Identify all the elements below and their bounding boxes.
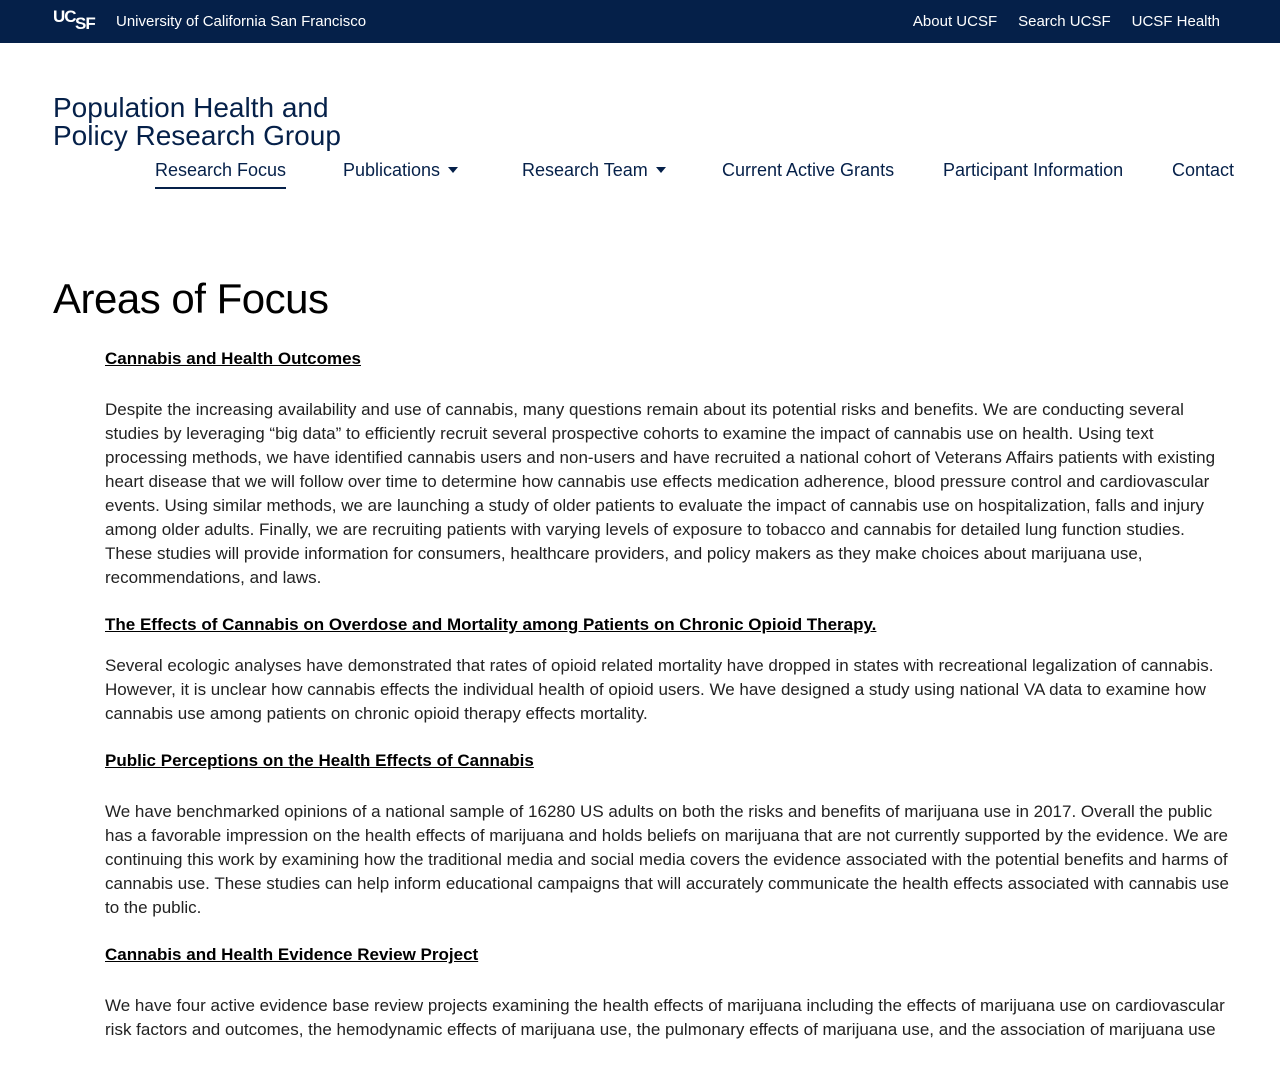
section-public-perceptions: [105, 750, 1235, 920]
section-body: We have benchmarked opinions of a national sample of 16280 US adults on both the risks and benefits of marijuana use in 2017. Overall the public has a favorable impression on the health effects of marijuana and holds beliefs on marijuana that are not currently supported by the evidence. We are continuing this work by examining how the traditional media and social media covers the evidence associated with the potential benefits and harms of cannabis use. These studies can help inform educational campaigns that will accurately communicate the health effects associated with cannabis use to the public.: [105, 802, 1229, 917]
nav-grants-label: Current Active Grants: [722, 160, 895, 180]
nav-research-focus-label: Research Focus: [155, 160, 287, 180]
section-body: Several ecologic analyses have demonstrated that rates of opioid related mortality have dropped in states with recreational legalization of cannabis. However, it is unclear how cannabis effects the individual health of opioid users. We have designed a study using national VA data to examine how cannabis use among patients on chronic opioid therapy effects mortality.: [105, 656, 1214, 723]
site-title-line-2: Policy Research Group: [53, 120, 341, 151]
nav-research-team[interactable]: [522, 160, 666, 181]
nav-participant-information[interactable]: [943, 160, 1123, 181]
section-body: We have four active evidence base review projects examining the health effects of marijuana including the effects of marijuana use on cardiovascular risk factors and outcomes, the hemodynamic effects of marijuana use, the pulmonary effects of marijuana use, and the association of marijuana use: [105, 996, 1225, 1039]
section-heading: Cannabis and Health Evidence Review Project: [105, 945, 479, 964]
nav-research-focus[interactable]: [155, 160, 286, 189]
nav-research-team-label: Research Team: [522, 160, 648, 180]
university-name: University of California San Francisco: [116, 13, 367, 30]
nav-publications[interactable]: [343, 160, 458, 181]
section-body: Despite the increasing availability and use of cannabis, many questions remain about its potential risks and benefits. We are conducting several studies by leveraging “big data” to efficiently recruit several prospective cohorts to examine the impact of cannabis use on health. Using text processing methods, we have identified cannabis users and non-users and have recruited a national cohort of Veterans Affairs patients with existing heart disease that we will follow over time to determine how cannabis use effects medication adherence, blood pressure control and cardiovascular events. Using similar methods, we are launching a study of older patients to evaluate the impact of cannabis use on hospitalization, falls and injury among older adults. Finally, we are recruiting patients with varying levels of exposure to tobacco and cannabis for detailed lung function studies. These studies will provide information for consumers, healthcare providers, and policy makers as they make choices about marijuana use, recommendations, and laws.: [105, 400, 1216, 587]
section-heading: Public Perceptions on the Health Effects of Cannabis: [105, 751, 534, 770]
ucsf-top-bar: [0, 0, 1280, 43]
chevron-down-icon: [448, 167, 458, 173]
section-evidence-review: [105, 944, 1235, 1042]
nav-contact[interactable]: [1172, 160, 1234, 181]
section-heading: Cannabis and Health Outcomes: [105, 349, 361, 368]
ucsf-logo[interactable]: [53, 8, 105, 34]
section-cannabis-opioid-mortality: [105, 614, 1235, 726]
ucsf-health-link[interactable]: UCSF Health: [1131, 13, 1220, 30]
logo-text-sf: SF: [75, 14, 95, 33]
nav-participant-label: Participant Information: [943, 160, 1124, 180]
chevron-down-icon: [656, 167, 666, 173]
site-title-line-1: Population Health and: [53, 92, 329, 123]
section-heading: The Effects of Cannabis on Overdose and Mortality among Patients on Chronic Opioid Therapy.: [105, 615, 877, 634]
section-cannabis-health-outcomes: [105, 348, 1235, 590]
logo-text-uc: UC: [53, 7, 76, 26]
main-nav: [0, 160, 1280, 194]
site-title[interactable]: [53, 94, 341, 150]
page-title: Areas of Focus: [53, 275, 329, 322]
search-ucsf-link[interactable]: Search UCSF: [1018, 13, 1111, 30]
main-content: [105, 348, 1235, 1066]
about-ucsf-link[interactable]: About UCSF: [912, 13, 998, 30]
utility-nav: [913, 13, 1220, 30]
nav-contact-label: Contact: [1172, 160, 1235, 180]
nav-current-active-grants[interactable]: [722, 160, 894, 181]
nav-publications-label: Publications: [343, 160, 441, 180]
